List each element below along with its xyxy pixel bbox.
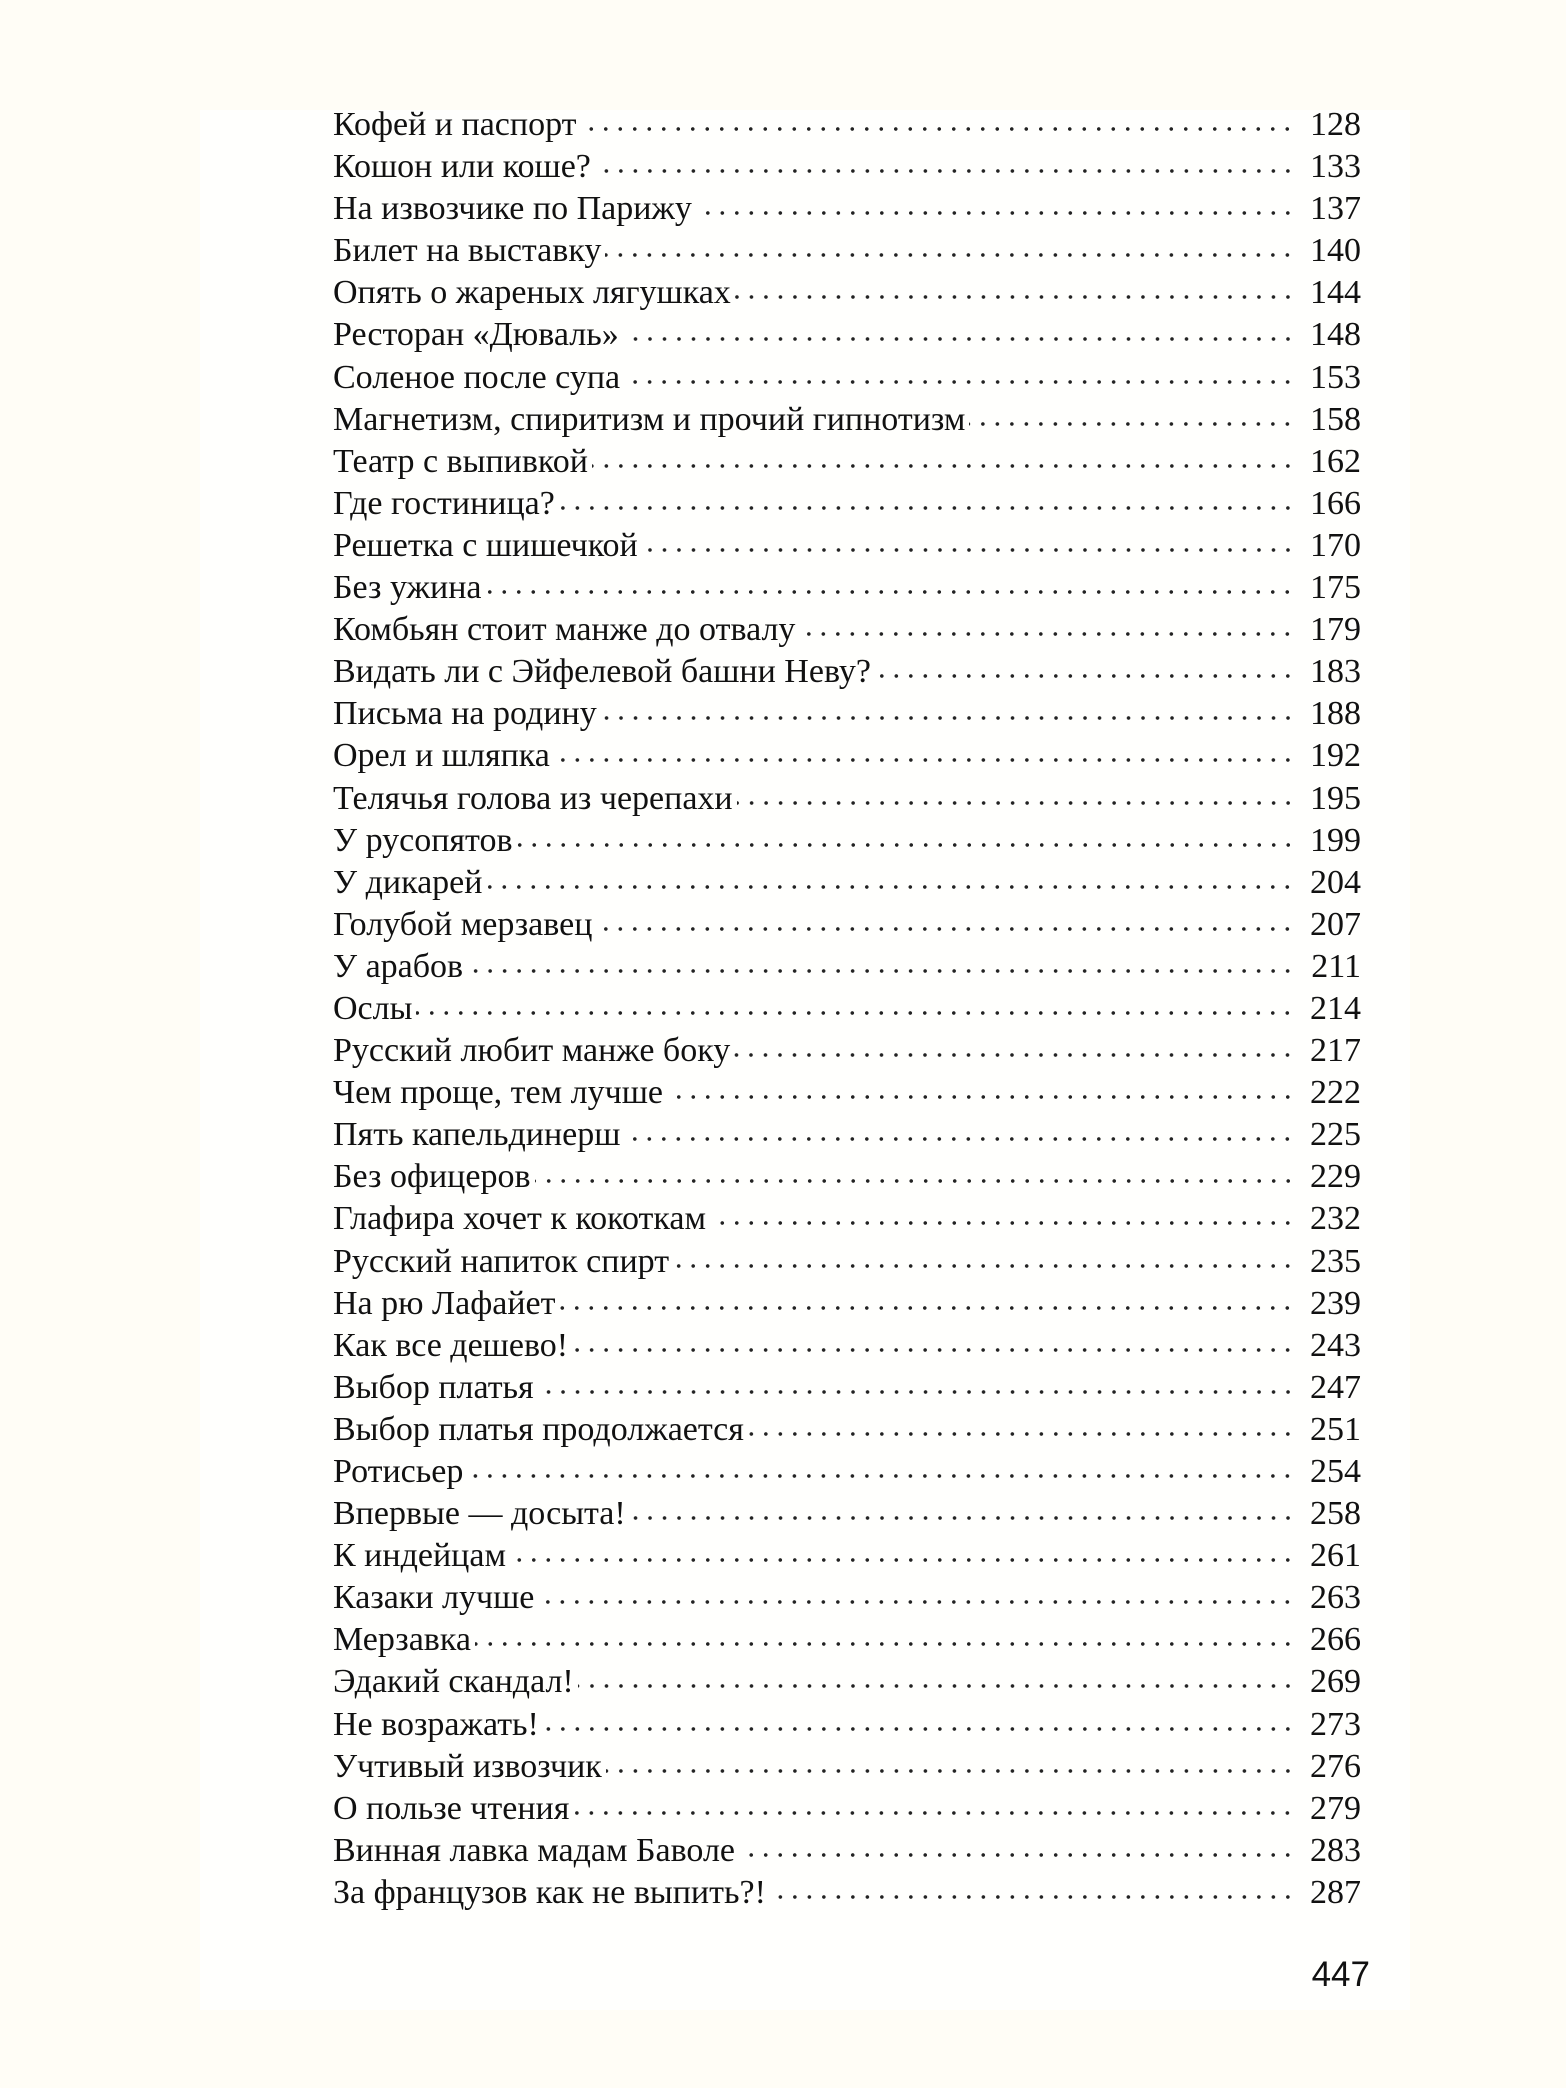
toc-entry-title: Без офицеров [333,1158,531,1196]
dot-leader [624,1135,1295,1143]
dot-leader [475,1640,1295,1648]
toc-entry [333,1872,1361,1914]
toc-entry-page: 276 [1310,1747,1361,1785]
toc-entry [333,735,1361,777]
toc-entry-page: 269 [1310,1663,1361,1701]
dot-leader [580,125,1295,133]
toc-entry [333,1072,1361,1114]
dot-leader [770,1893,1295,1901]
toc-entry [333,862,1361,904]
toc-entry-page: 283 [1310,1831,1361,1869]
toc-entry-title: Чем проще, тем лучше [333,1074,663,1112]
toc-entry-title: Глафира хочет к кокоткам [333,1200,706,1238]
toc-entry-title: Кошон или коше? [333,148,591,186]
toc-entry-title: Пять капельдинерш [333,1116,621,1154]
toc-entry-title: Билет на выставку [333,232,602,270]
toc-entry-title: Письма на родину [333,695,597,733]
toc-entry [333,1241,1361,1283]
toc-entry-title: Ротисьер [333,1453,464,1490]
dot-leader [572,1346,1295,1354]
toc-entry [333,357,1361,399]
toc-entry [333,1577,1361,1619]
toc-entry-page: 199 [1310,821,1361,859]
dot-leader [739,1851,1295,1859]
toc-entry-page: 170 [1310,526,1361,564]
toc-entry [333,904,1361,946]
toc-entry [333,1704,1361,1746]
toc-entry-title: Казаки лучше [333,1579,535,1617]
toc-entry-title: Без ужина [333,569,482,607]
toc-entry-page: 144 [1310,274,1361,312]
toc-entry [333,567,1361,609]
toc-entry-page: 195 [1310,779,1361,817]
dot-leader [538,1598,1295,1606]
toc-entry [333,1114,1361,1156]
toc-entry [333,314,1361,356]
toc-entry-page: 243 [1310,1326,1361,1364]
dot-leader [734,1051,1295,1059]
toc-entry-page: 153 [1310,358,1361,396]
toc-entry [333,1409,1361,1451]
toc-entry [333,1367,1361,1409]
dot-leader [543,1725,1295,1733]
toc-entry [333,1493,1361,1535]
toc-entry-title: Соленое после супа [333,358,621,396]
toc-entry-page: 247 [1310,1368,1361,1406]
dot-leader [510,1556,1295,1564]
toc-entry [333,1283,1361,1325]
toc-entry-title: Телячья голова из черепахи [333,779,733,817]
toc-entry-page: 183 [1310,653,1361,691]
toc-entry [333,609,1361,651]
toc-entry-title: К индейцам [333,1537,506,1575]
table-of-contents [333,104,1361,1914]
toc-entry [333,651,1361,693]
toc-entry-page: 273 [1310,1705,1361,1743]
toc-entry [333,1030,1361,1072]
toc-entry [333,272,1361,314]
toc-entry [333,441,1361,483]
toc-entry-page: 137 [1310,190,1361,228]
dot-leader [799,630,1295,638]
dot-leader [559,504,1295,512]
dot-leader [535,1177,1295,1185]
toc-entry-page: 207 [1310,905,1361,943]
dot-leader [696,209,1295,217]
dot-leader [554,756,1295,764]
dot-leader [710,1219,1295,1227]
toc-entry [333,1830,1361,1872]
dot-leader [596,925,1295,933]
toc-entry-page: 232 [1310,1200,1361,1238]
toc-entry-title: Видать ли с Эйфелевой башни Неву? [333,653,871,691]
toc-entry [333,525,1361,567]
page-number: 447 [1311,1955,1370,1994]
toc-entry-page: 166 [1310,484,1361,522]
toc-entry [333,1661,1361,1703]
toc-entry-page: 175 [1310,569,1361,607]
toc-entry-page: 287 [1310,1873,1361,1911]
toc-entry-page: 133 [1310,148,1361,186]
toc-entry [333,693,1361,735]
toc-entry [333,1535,1361,1577]
dot-leader [624,378,1295,386]
toc-entry-title: Магнетизм, спиритизм и прочий гипнотизм [333,400,966,438]
toc-entry [333,778,1361,820]
dot-leader [517,841,1295,849]
toc-entry-title: На извозчике по Парижу [333,190,692,228]
toc-entry-page: 162 [1310,442,1361,480]
toc-entry-title: Выбор платья продолжается [333,1410,744,1448]
toc-entry-title: Ослы [333,989,413,1027]
toc-entry-title: Решетка с шишечкой [333,526,638,564]
toc-entry [333,1746,1361,1788]
dot-leader [969,420,1295,428]
toc-entry-page: 225 [1310,1116,1361,1154]
dot-leader [573,1809,1295,1817]
dot-leader [559,1304,1295,1312]
dot-leader [486,883,1295,891]
toc-entry [333,188,1361,230]
toc-entry-title: Орел и шляпка [333,737,550,775]
dot-leader [630,1514,1295,1522]
dot-leader [601,714,1295,722]
toc-entry-title: Учтивый извозчик [333,1747,602,1785]
toc-entry-page: 235 [1310,1242,1361,1280]
dot-leader [485,588,1295,596]
toc-entry [333,820,1361,862]
toc-entry-title: Эдакий скандал! [333,1663,574,1701]
toc-entry-title: О пользе чтения [333,1789,570,1827]
toc-entry [333,230,1361,272]
toc-entry [333,946,1361,988]
toc-entry-page: 217 [1310,1032,1361,1070]
toc-entry-page: 140 [1310,232,1361,270]
toc-entry-title: На рю Лафайет [333,1284,556,1322]
toc-entry-title: У русопятов [333,821,513,859]
toc-entry [333,988,1361,1030]
toc-entry [333,1325,1361,1367]
toc-entry-title: Театр с выпивкой [333,442,588,480]
toc-entry-page: 279 [1310,1789,1361,1827]
dot-leader [606,1767,1295,1775]
toc-entry-page: 128 [1310,106,1361,143]
toc-entry-title: Винная лавка мадам Баволе [333,1831,736,1869]
toc-entry-title: У арабов [333,947,464,985]
toc-entry-page: 148 [1310,316,1361,354]
toc-entry [333,1156,1361,1198]
toc-entry-page: 179 [1310,611,1361,649]
toc-entry [333,146,1361,188]
toc-entry-title: Ресторан «Дюваль» [333,316,619,354]
toc-entry-title: Голубой мерзавец [333,905,593,943]
toc-entry [333,1198,1361,1240]
toc-entry-page: 254 [1310,1453,1361,1490]
toc-entry-page: 204 [1310,863,1361,901]
toc-entry-page: 192 [1310,737,1361,775]
dot-leader [737,799,1295,807]
dot-leader [467,1472,1295,1480]
toc-entry-page: 261 [1310,1537,1361,1575]
toc-entry [333,1788,1361,1830]
toc-entry [333,399,1361,441]
toc-entry-page: 258 [1310,1495,1361,1533]
dot-leader [875,672,1295,680]
dot-leader [735,293,1295,301]
dot-leader [667,1093,1295,1101]
toc-entry-page: 263 [1310,1579,1361,1617]
toc-entry-title: Как все дешево! [333,1326,569,1364]
dot-leader [605,251,1295,259]
toc-entry-page: 214 [1310,989,1361,1027]
toc-entry [333,104,1361,146]
toc-entry-title: Опять о жареных лягушках [333,274,731,312]
toc-entry-page: 251 [1310,1410,1361,1448]
toc-entry-title: Впервые — досыта! [333,1495,626,1533]
toc-entry-title: Не возражать! [333,1705,539,1743]
toc-entry-title: У дикарей [333,863,483,901]
toc-entry-page: 266 [1310,1621,1361,1659]
toc-entry-page: 211 [1311,947,1361,985]
dot-leader [673,1262,1295,1270]
toc-entry-title: Русский напиток спирт [333,1242,670,1280]
toc-entry-page: 188 [1310,695,1361,733]
toc-entry-page: 229 [1310,1158,1361,1196]
dot-leader [748,1430,1295,1438]
toc-entry-title: Кофей и паспорт [333,106,577,143]
toc-entry-title: Мерзавка [333,1621,471,1659]
dot-leader [592,462,1295,470]
toc-entry [333,483,1361,525]
toc-entry [333,1451,1361,1493]
toc-entry [333,1619,1361,1661]
toc-entry-title: Комбьян стоит манже до отвалу [333,611,796,649]
dot-leader [416,1009,1295,1017]
toc-entry-title: За французов как не выпить?! [333,1873,766,1911]
dot-leader [578,1682,1295,1690]
toc-entry-title: Где гостиница? [333,484,555,522]
dot-leader [595,167,1295,175]
toc-entry-title: Выбор платья [333,1368,534,1406]
dot-leader [467,967,1295,975]
toc-entry-title: Русский любит манже боку [333,1032,731,1070]
dot-leader [623,335,1295,343]
toc-entry-page: 239 [1310,1284,1361,1322]
dot-leader [538,1388,1295,1396]
toc-entry-page: 222 [1310,1074,1361,1112]
toc-entry-page: 158 [1310,400,1361,438]
dot-leader [642,546,1295,554]
